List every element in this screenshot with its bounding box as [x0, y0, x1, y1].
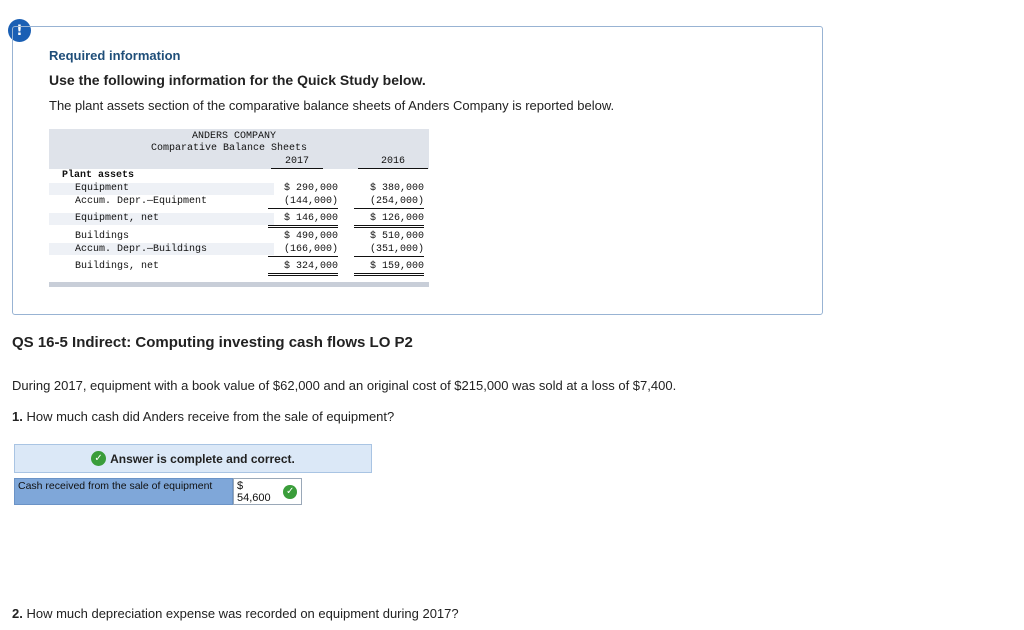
- answer-label: Cash received from the sale of equipment: [14, 478, 233, 505]
- cell-equipment-2017: $ 290,000: [283, 183, 338, 194]
- check-circle-icon: ✓: [91, 451, 106, 466]
- answer-input[interactable]: [233, 478, 302, 505]
- row-label-equipment-net: Equipment, net: [75, 213, 160, 224]
- table-bottom-bar: [49, 282, 429, 287]
- answer-value: $ 54,600: [237, 479, 271, 504]
- row-label-accum-depr-equipment: Accum. Depr.—Equipment: [75, 196, 208, 207]
- question-2-number: 2.: [12, 606, 23, 621]
- company-name: ANDERS COMPANY: [192, 131, 277, 142]
- alert-icon: !: [8, 19, 31, 42]
- question-scenario: During 2017, equipment with a book value of $62,000 and an original cost of $215,000 was sold at a loss of $7,400.: [12, 378, 677, 393]
- cell-buildings-2016: $ 510,000: [369, 231, 424, 242]
- question-1: [12, 409, 394, 424]
- required-info-title: Required information: [49, 48, 181, 63]
- question-2-text: How much depreciation expense was recorded on equipment during 2017?: [22, 606, 459, 621]
- cell-equipment-2016: $ 380,000: [369, 183, 424, 194]
- question-2: [12, 606, 459, 621]
- question-1-number: 1.: [12, 409, 23, 424]
- row-label-buildings-net: Buildings, net: [75, 261, 160, 272]
- instruction-heading: Use the following information for the Quick Study below.: [49, 72, 426, 88]
- check-circle-icon: ✓: [283, 485, 297, 499]
- answer-status-text: Answer is complete and correct.: [110, 451, 295, 466]
- row-label-equipment: Equipment: [75, 183, 130, 194]
- cell-accum-equipment-2016: (254,000): [354, 196, 424, 209]
- cell-equipment-net-2016: $ 126,000: [354, 213, 424, 228]
- row-label-buildings: Buildings: [75, 231, 130, 242]
- cell-accum-buildings-2016: (351,000): [354, 244, 424, 257]
- cell-accum-buildings-2017: (166,000): [268, 244, 338, 257]
- cell-buildings-net-2017: $ 324,000: [268, 261, 338, 276]
- cell-equipment-net-2017: $ 146,000: [268, 213, 338, 228]
- sheet-title: Comparative Balance Sheets: [151, 143, 308, 154]
- cell-accum-equipment-2017: (144,000): [268, 196, 338, 209]
- year-2017-header: 2017: [271, 156, 323, 169]
- cell-buildings-net-2016: $ 159,000: [354, 261, 424, 276]
- cell-buildings-2017: $ 490,000: [283, 231, 338, 242]
- section-label: Plant assets: [62, 170, 135, 181]
- year-2016-header: 2016: [358, 156, 428, 169]
- answer-status-banner: [14, 444, 372, 473]
- question-title: QS 16-5 Indirect: Computing investing cash flows LO P2: [12, 334, 413, 351]
- balance-sheet-table: [49, 129, 429, 287]
- instruction-description: The plant assets section of the comparative balance sheets of Anders Company is reported below.: [49, 98, 615, 113]
- question-1-text: How much cash did Anders receive from the sale of equipment?: [22, 409, 395, 424]
- row-label-accum-depr-buildings: Accum. Depr.—Buildings: [75, 244, 208, 255]
